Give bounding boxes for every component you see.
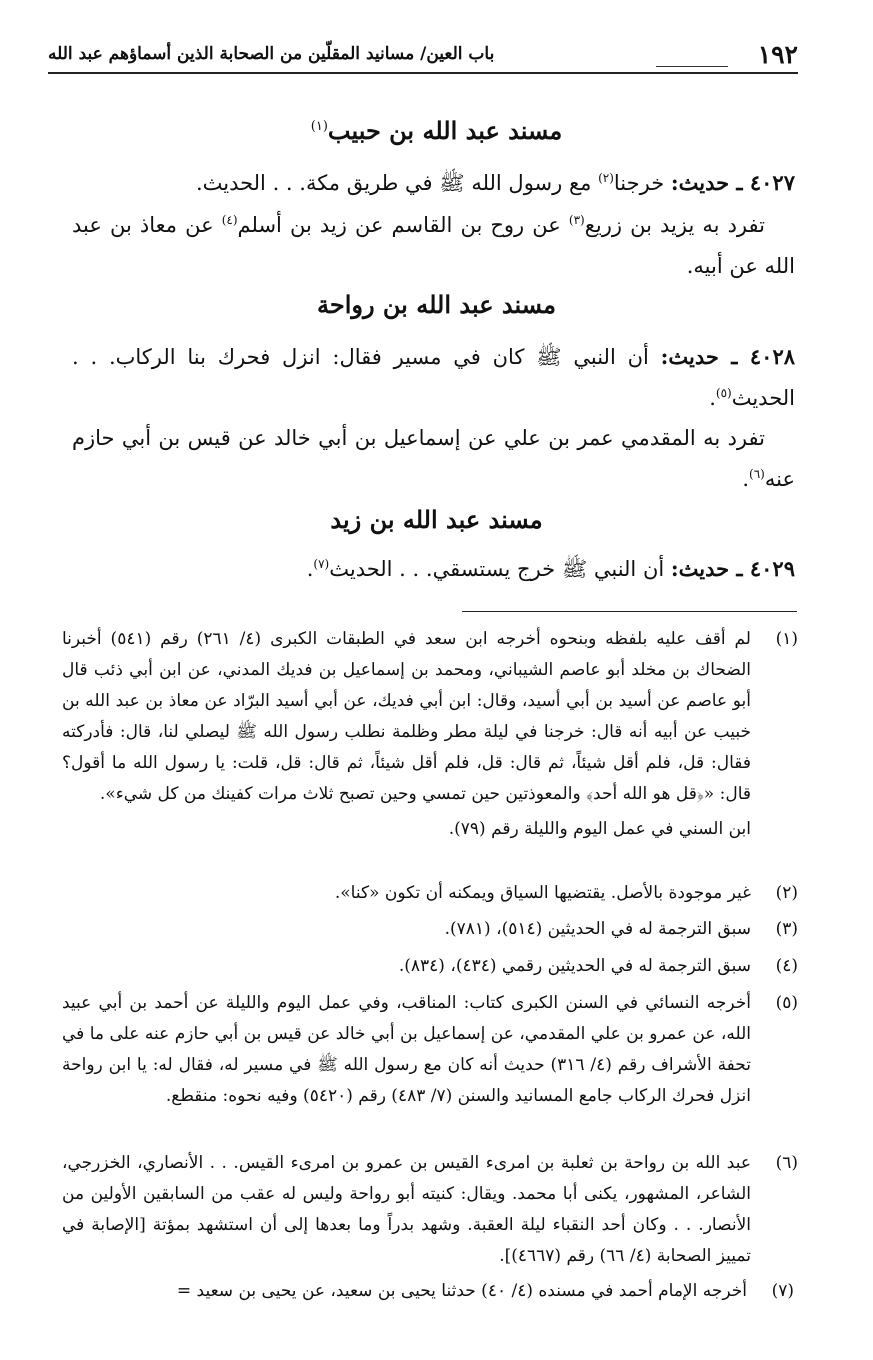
header-rule — [656, 66, 728, 67]
footnote-marker: (٢) — [598, 171, 614, 185]
commentary-paragraph: تفرد به يزيد بن زريع$^{(٣)}$ عن روح بن القاسم عن زيد بن أسلم$^{(٤)}$ عن معاذ بن عبد الله عن أبيه. — [72, 213, 795, 278]
footnote — [60, 1276, 794, 1307]
header-underline — [48, 72, 798, 74]
page-number: ١٩٢ — [757, 40, 798, 69]
footnote-separator — [462, 611, 797, 612]
footnote-text: عبد الله بن رواحة بن ثعلبة بن امرىء القيس بن عمرو بن امرىء القيس. . . الأنصاري، الخزرجي، الشاعر، المشهور، يكنى أبا محمد. ويقال: كنيته أبو رواحة وليس له عقب من السابقين الأولين من الأنصار. . . وكان أحد النقباء ليلة العقبة. وشهد بدراً وما بعدها إلى أن استشهد بمؤتة [الإصابة في تمييز الصحابة (٤/ ٦٦) رقم (٤٦٦٧)]. — [62, 1153, 751, 1266]
hadith-paragraph: ٤٠٢٧ ـ حديث: خرجنا$^{(٢)}$ مع رسول الله ﷺ في طريق مكة. . . الحديث. — [195, 170, 795, 195]
footnote — [62, 914, 798, 945]
footnote — [62, 951, 798, 982]
footnote-marker: (٤) — [221, 213, 238, 227]
page-header — [48, 34, 798, 74]
footnote-marker: (٥) — [715, 386, 732, 400]
footnote-marker: (٣) — [568, 213, 585, 227]
footnote-number: (٢) — [775, 883, 798, 903]
footnote-marker: (٧) — [313, 557, 330, 571]
footnote-marker: (٦) — [749, 467, 765, 481]
hadith-paragraph: ٤٠٢٨ ـ حديث: أن النبي ﷺ كان في مسير فقال: انزل فحرك بنا الركاب. . . الحديث$^{(٥)}$. — [72, 344, 796, 410]
footnote-number: (٧) — [771, 1281, 794, 1301]
hadith-number: ٤٠٢٨ ـ حديث: — [660, 344, 796, 369]
running-title: باب العين/ مسانيد المقلّين من الصحابة الذين أسماؤهم عبد الله — [48, 44, 495, 64]
hadith-number: ٤٠٢٩ ـ حديث: — [670, 556, 795, 581]
footnote-text: ابن السني في عمل اليوم والليلة رقم (٧٩). — [448, 819, 751, 839]
hadith-paragraph: ٤٠٢٩ ـ حديث: أن النبي ﷺ خرج يستسقي. . . الحديث$^{(٧)}$. — [306, 556, 795, 581]
footnote-text: لم أقف عليه بلفظه وبنحوه أخرجه ابن سعد في الطبقات الكبرى (٤/ ٢٦١) رقم (٥٤١) أخبرنا الضحاك بن مخلد أبو عاصم الشيباني، ومحمد بن إسماعيل بن فديك المدني، عن ابن أبي ذئب قال أبو عاصم عن أسيد بن أبي أسيد، وقال: ابن أبي فديك، عن أبي أسيد البرّاد عن معاذ بن عبد الله بن خبيب عن أبيه أنه قال: خرجنا في ليلة مطر وظلمة نطلب رسول الله ﷺ ليصلي لنا، قال: فأدركته فقال: قل، فلم أقل شيئاً، ثم قال: قل، فلم أقل شيئاً، ثم قال: قل، قلت: يا رسول الله ما أقول؟ قال: «﴿قل هو الله أحد﴾ والمعوذتين حين تمسي وحين تصبح ثلاث مرات كفينك من كل شيء». — [62, 629, 751, 804]
footnote — [62, 988, 798, 1112]
hadith-number: ٤٠٢٧ ـ حديث: — [670, 170, 795, 195]
footnote-number: (٥) — [775, 993, 798, 1013]
footnote-number: (١) — [775, 629, 798, 649]
footnote-number: (٣) — [775, 919, 798, 939]
footnote-text: غير موجودة بالأصل. يقتضيها السياق ويمكنه أن تكون «كنا». — [334, 883, 751, 903]
footnote-marker: (١) — [310, 119, 328, 134]
footnote — [62, 1148, 798, 1272]
footnote-text: سبق الترجمة له في الحديثين رقمي (٤٣٤)، (٨٣٤). — [398, 956, 751, 976]
footnote-number: (٦) — [775, 1153, 798, 1173]
footnote-text: أخرجه النسائي في السنن الكبرى كتاب: المناقب، وفي عمل اليوم والليلة عن أحمد بن أبي عبيد الله، عن عمرو بن علي المقدمي، عن إسماعيل بن أبي خالد عن قيس بن أبي حازم عنه على ما في تحفة الأشراف رقم (٤/ ٣١٦) حديث أنه كان مع رسول الله ﷺ في مسير له، فقال له: يا ابن رواحة انزل فحرك الركاب جامع المسانيد والسنن (٧/ ٤٨٣) رقم (٥٤٢٠) وفيه نحوه: منقطع. — [62, 993, 751, 1106]
section-title: مسند عبد الله بن رواحة — [317, 290, 556, 319]
footnote-text: أخرجه الإمام أحمد في مسنده (٤/ ٤٠) حدثنا يحيى بن سعيد، عن يحيى بن سعيد = — [176, 1281, 747, 1301]
section-title: مسند عبد الله بن زيد — [330, 505, 543, 534]
section-title: مسند عبد الله بن حبيب$^{(١)}$ — [310, 116, 563, 145]
footnote — [62, 624, 798, 845]
footnote-text: سبق الترجمة له في الحديثين (٥١٤)، (٧٨١). — [444, 919, 751, 939]
footnote-number: (٤) — [775, 956, 798, 976]
footnote — [62, 878, 798, 909]
commentary-paragraph: تفرد به المقدمي عمر بن علي عن إسماعيل بن أبي خالد عن قيس بن أبي حازم عنه$^{(٦)}$. — [72, 426, 795, 491]
